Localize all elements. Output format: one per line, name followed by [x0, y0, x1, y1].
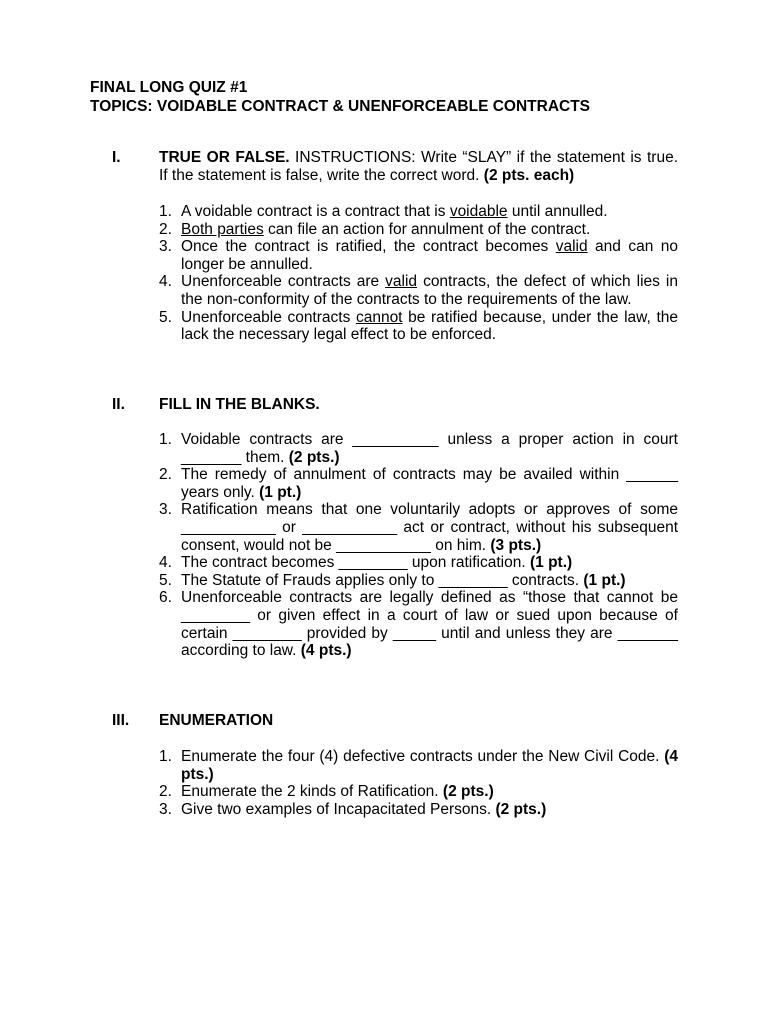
- list-item: 5. Unenforceable contracts cannot be ratified because, under the law, the lack the necessary legal effect to be enforced.: [159, 308, 678, 344]
- list-item: 1. A voidable contract is a contract that is voidable until annulled.: [159, 203, 608, 220]
- section-number: III.: [112, 712, 130, 729]
- section-true-or-false: [112, 149, 678, 344]
- quiz-title: FINAL LONG QUIZ #1: [90, 79, 248, 96]
- list-item: 5. The Statute of Frauds applies only to ________ contracts. (1 pt.): [159, 571, 626, 589]
- true-false-list: [159, 203, 678, 344]
- quiz-topics: TOPICS: VOIDABLE CONTRACT & UNENFORCEABLE CONTRACTS: [90, 98, 591, 115]
- section-title: TRUE OR FALSE.: [159, 149, 290, 166]
- section-number: II.: [112, 396, 125, 413]
- section-fill-in-the-blanks: [112, 396, 678, 660]
- instructions-text: INSTRUCTIONS: Write “SLAY” if the statement is true. If the statement is false, write the correct word.: [159, 149, 678, 184]
- list-item: 2. Enumerate the 2 kinds of Ratification. (2 pts.): [159, 783, 494, 801]
- list-item: 2. The remedy of annulment of contracts may be availed within ______ years only. (1 pt.): [159, 466, 678, 501]
- section-instructions: [159, 149, 678, 185]
- enumeration-list: [159, 748, 678, 818]
- section-title: FILL IN THE BLANKS.: [159, 396, 320, 413]
- quiz-header: [90, 78, 590, 116]
- list-item: 4. The contract becomes ________ upon ratification. (1 pt.): [159, 554, 573, 572]
- fill-blanks-list: [159, 431, 678, 660]
- list-item: 3. Ratification means that one voluntarily adopts or approves of some ___________ or ___________ act or contract, without his subsequent consent, would not be ___________ on him. (3 pts.): [159, 501, 678, 554]
- list-item: 3. Give two examples of Incapacitated Persons. (2 pts.): [159, 800, 547, 818]
- list-item: 4. Unenforceable contracts are valid contracts, the defect of which lies in the non-conformity of the contracts to the requirements of the law.: [159, 273, 678, 308]
- section-enumeration: [112, 712, 678, 818]
- list-item: 3. Once the contract is ratified, the contract becomes valid and can no longer be annulled.: [159, 238, 678, 273]
- list-item: 1. Enumerate the four (4) defective contracts under the New Civil Code. (4 pts.): [159, 748, 678, 783]
- points-label: (2 pts. each): [483, 167, 575, 184]
- list-item: 6. Unenforceable contracts are legally defined as “those that cannot be ________ or given effect in a court of law or sued upon because of certain ________ provided by _____ until and unless they are _______ according to law. (4 pts.): [159, 589, 678, 660]
- list-item: 2. Both parties can file an action for annulment of the contract.: [159, 220, 591, 238]
- list-item: 1. Voidable contracts are __________ unless a proper action in court _______ them. (2 pts.): [159, 431, 678, 466]
- section-title: ENUMERATION: [159, 712, 274, 729]
- section-number: I.: [112, 149, 121, 166]
